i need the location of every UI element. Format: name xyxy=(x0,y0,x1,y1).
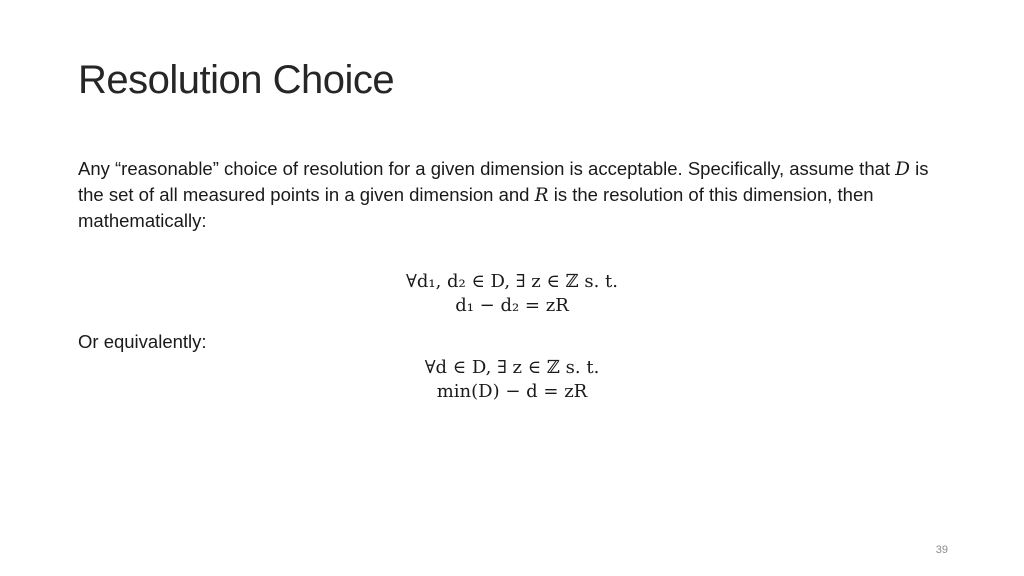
paragraph-text xyxy=(78,156,948,233)
equation-2-line-1: ∀d ∈ D, ∃ z ∈ ℤ s. t. xyxy=(424,357,600,378)
paragraph-part-3: is the resolution of this dimension, then mathematically: xyxy=(78,184,874,231)
equation-1-line-2: d₁ − d₂ = zR xyxy=(455,295,569,316)
body-paragraph xyxy=(78,156,948,233)
variable-d: D xyxy=(895,159,911,180)
paragraph-part-1: Any “reasonable” choice of resolution for a given dimension is acceptable. Specifically, assume that xyxy=(78,158,896,179)
equation-2 xyxy=(0,356,1024,404)
page-number: 39 xyxy=(935,544,948,556)
slide-title: Resolution Choice xyxy=(78,58,395,102)
variable-r: R xyxy=(534,185,549,206)
equation-2-line-2: min(D) − d = zR xyxy=(436,381,588,402)
or-equivalently-label: Or equivalently: xyxy=(78,331,207,352)
equation-1-line-1: ∀d₁, d₂ ∈ D, ∃ z ∈ ℤ s. t. xyxy=(405,271,619,292)
equation-1 xyxy=(0,270,1024,318)
paragraph-part-2: is the set of all measured points in a given dimension and xyxy=(78,158,929,205)
